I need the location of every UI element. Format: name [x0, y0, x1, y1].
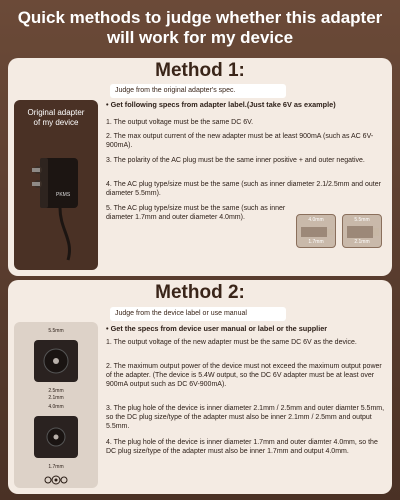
method1-item-2: 2. The max output current of the new adapter must be at least 900mA (such as AC 6V-900mA). — [106, 133, 374, 149]
dc-port-small-icon — [14, 412, 98, 462]
inset2-bottom-label: 2.1mm — [354, 239, 370, 245]
inset1-top-label: 4.0mm — [308, 217, 324, 223]
method1-title: Method 1: — [155, 60, 245, 81]
dim-inner-1a: 2.5mm — [48, 388, 64, 394]
method1-item-3: 3. The polarity of the AC plug must be the same inner positive + and outer negative. — [106, 157, 365, 164]
headline-line1: Quick methods to judge whether this adapter — [17, 8, 383, 27]
adapter-brand: PKMS — [56, 192, 71, 198]
headline — [10, 8, 390, 48]
adapter-image — [14, 130, 98, 270]
left-label-line2: of my device — [33, 118, 79, 127]
method2-item-1: 1. The output voltage of the new adapter must be the same DC 6V as the device. — [106, 339, 357, 346]
method2-card — [8, 280, 392, 494]
method2-subtitle: Judge from the device label or use manual — [110, 307, 286, 321]
dim-outer-1: 5.5mm — [48, 328, 64, 334]
method1-item-5: 5. The AC plug type/size must be the same (such as inner diameter 1.7mm and outer diameter 4.0mm). — [106, 205, 286, 221]
headline-line2: will work for my device — [106, 28, 294, 47]
method2-content — [106, 324, 386, 490]
plug-inset-1 — [296, 214, 336, 248]
plug-inset-2 — [342, 214, 382, 248]
dim-outer-2: 4.0mm — [48, 404, 64, 410]
method1-item-1: 1. The output voltage must be the same DC 6V. — [106, 119, 254, 126]
method2-item-3: 3. The plug hole of the device is inner diameter 2.1mm / 2.5mm and outer diamter 5.5mm, so the DC plug size/type of the adapter must also be inner 2.1mm / 2.5mm and output 5.5mm. — [106, 405, 385, 430]
dc-port-large-icon — [14, 336, 98, 386]
method1-heading: • Get following specs from adapter label.(Just take 6V as example) — [106, 100, 336, 109]
inset1-bottom-label: 1.7mm — [308, 239, 324, 245]
method1-card — [8, 58, 392, 276]
dim-inner-2: 1.7mm — [48, 464, 64, 470]
method1-subtitle: Judge from the original adapter's spec. — [110, 84, 286, 98]
original-adapter-label — [14, 108, 98, 128]
left-label-line1: Original adapter — [27, 108, 85, 117]
polarity-icon — [14, 474, 98, 486]
method2-item-4: 4. The plug hole of the device is inner diameter 1.7mm and outer diamter 4.0mm, so the DC plug size/type of the adapter must also be inner 1.7mm and output 4.0mm. — [106, 439, 378, 455]
method2-title: Method 2: — [155, 282, 245, 303]
method1-item-4: 4. The AC plug type/size must be the same (such as inner diameter 2.1/2.5mm and outer diameter 5.5mm). — [106, 181, 381, 197]
original-adapter-panel — [14, 100, 98, 270]
method2-item-2: 2. The maximum output power of the device must not exceed the maximum output power of the adapter. (The device is 5.4W output, so the DC 6V adapter must be at least over 900mA output such as DC 6V-900mA). — [106, 363, 382, 388]
inset2-top-label: 5.5mm — [354, 217, 370, 223]
device-port-panel — [14, 322, 98, 488]
method2-heading: • Get the specs from device user manual or label or the supplier — [106, 324, 328, 333]
dim-inner-1b: 2.1mm — [48, 395, 64, 401]
